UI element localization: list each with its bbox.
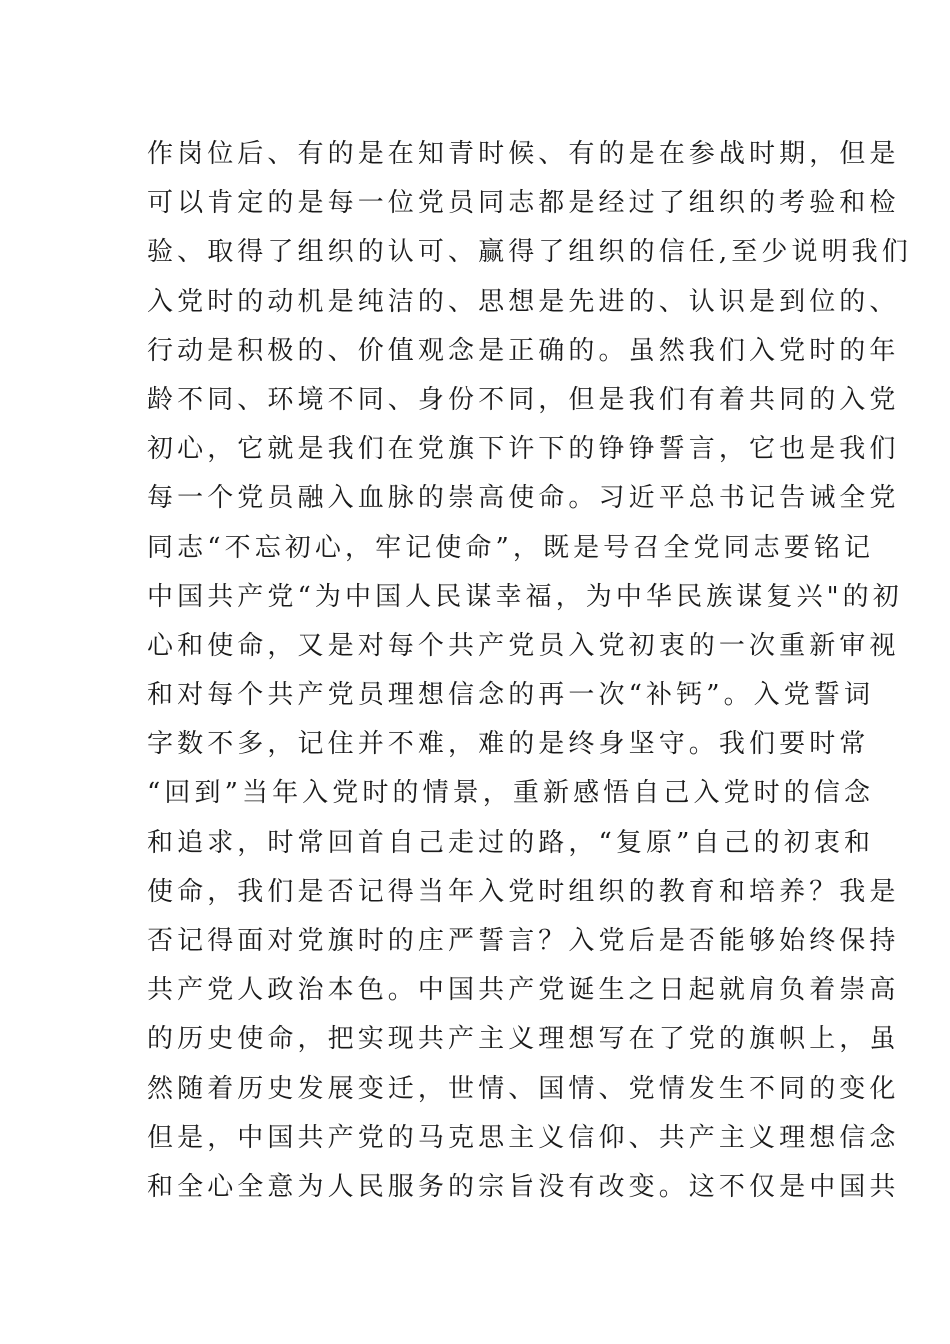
text-line: 每一个党员融入血脉的崇高使命。习近平总书记告诫全党 <box>147 483 900 514</box>
text-line: 同志“不忘初心，牢记使命”，既是号召全党同志要铭记 <box>147 532 875 563</box>
text-line: 然随着历史发展变迁，世情、国情、党情发生不同的变化 <box>147 1073 900 1104</box>
text-line: 行动是积极的、价值观念是正确的。虽然我们入党时的年 <box>147 335 900 366</box>
text-line: 的历史使命，把实现共产主义理想写在了党的旗帜上，虽 <box>147 1024 900 1055</box>
text-line: 可以肯定的是每一位党员同志都是经过了组织的考验和检 <box>147 188 900 219</box>
text-line: 否记得面对党旗时的庄严誓言？入党后是否能够始终保持 <box>147 926 900 956</box>
text-line: 共产党人政治本色。中国共产党诞生之日起就肩负着崇高 <box>147 975 900 1006</box>
text-line: 但是，中国共产党的马克思主义信仰、共产主义理想信念 <box>147 1122 900 1153</box>
text-line: 作岗位后、有的是在知青时候、有的是在参战时期，但是 <box>147 139 900 169</box>
text-line: 验、取得了组织的认可、赢得了组织的信任,至少说明我们 <box>147 237 912 268</box>
text-line: 初心，它就是我们在党旗下许下的铮铮誓言，它也是我们 <box>147 434 900 465</box>
text-line: 和全心全意为人民服务的宗旨没有改变。这不仅是中国共 <box>147 1171 900 1202</box>
text-line: 使命，我们是否记得当年入党时组织的教育和培养？我是 <box>147 876 900 907</box>
text-line: 字数不多，记住并不难，难的是终身坚守。我们要时常 <box>147 729 870 760</box>
text-line: “回到”当年入党时的情景，重新感悟自己入党时的信念 <box>147 778 875 809</box>
text-line: 中国共产党“为中国人民谋幸福，为中华民族谋复兴"的初 <box>147 581 903 612</box>
text-line: 龄不同、环境不同、身份不同，但是我们有着共同的入党 <box>147 384 900 415</box>
body-text <box>147 130 912 1212</box>
text-line: 和对每个共产党员理想信念的再一次“补钙”。入党誓词 <box>147 680 875 711</box>
text-line: 入党时的动机是纯洁的、思想是先进的、认识是到位的、 <box>147 286 900 317</box>
text-line: 心和使命，又是对每个共产党员入党初衷的一次重新审视 <box>147 630 900 661</box>
text-line: 和追求，时常回首自己走过的路，“复原”自己的初衷和 <box>147 827 875 858</box>
